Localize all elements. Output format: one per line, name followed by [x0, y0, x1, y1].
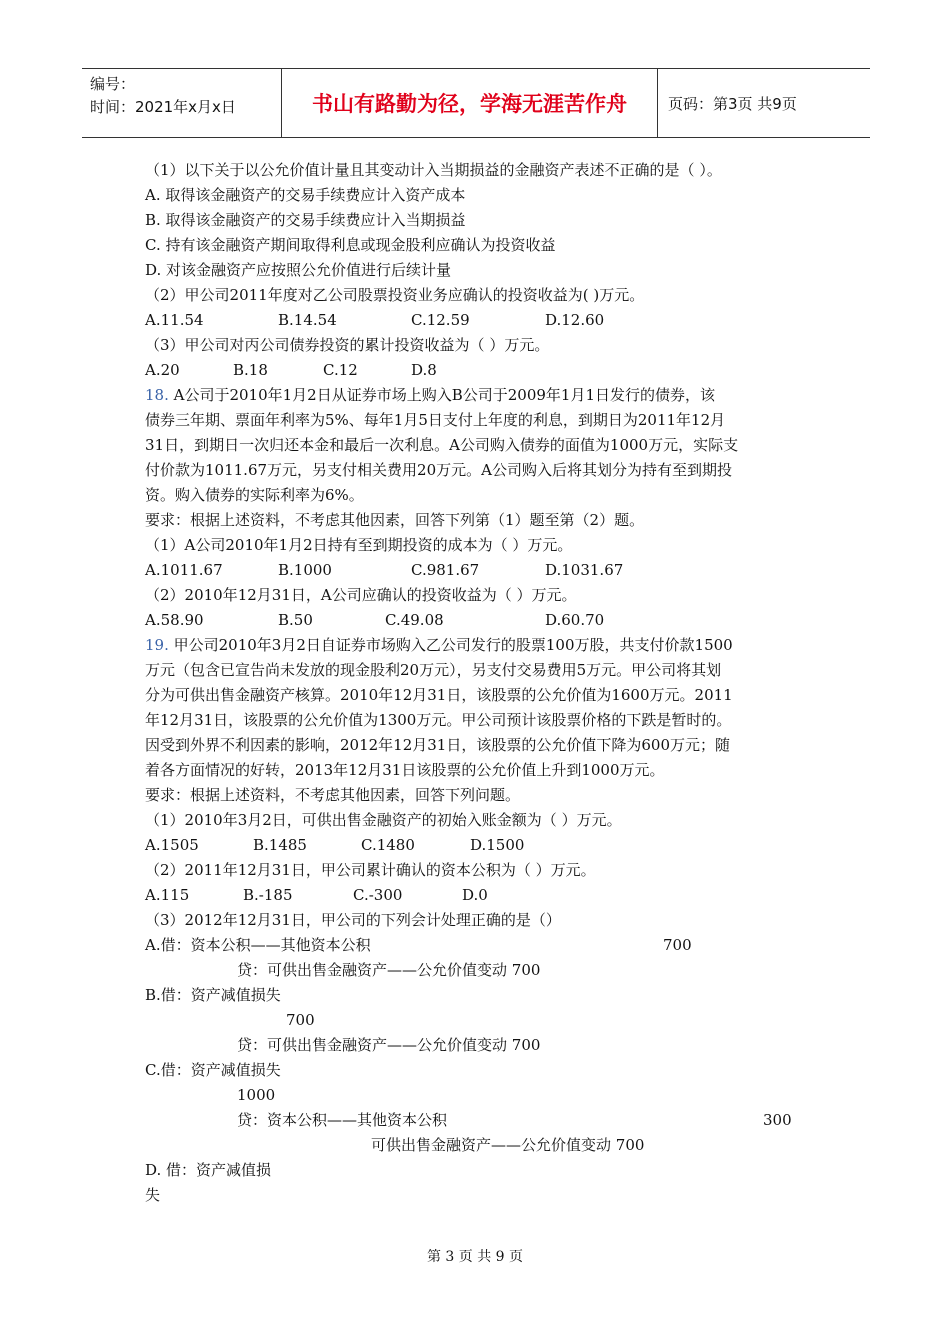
q18-stem-line-3: 31日，到期日一次归还本金和最后一次利息。A公司购入债券的面值为1000万元，实际支 — [145, 436, 739, 454]
q19-option-b-credit: 贷：可供出售金融资产——公允价值变动 700 — [237, 1036, 541, 1054]
q19-sub1-options — [145, 833, 805, 858]
q19-option-c-amount: 1000 — [237, 1086, 276, 1104]
q19-option-c-debit: C.借：资产减值损失 — [145, 1061, 281, 1079]
q17-sub1: （1）以下关于以公允价值计量且其变动计入当期损益的金融资产表述不正确的是（ ）。 — [145, 161, 722, 179]
q19-sub3: （3）2012年12月31日，甲公司的下列会计处理正确的是（） — [145, 911, 561, 929]
option-c: C.12.59 — [411, 311, 470, 329]
option-c: C.12 — [323, 361, 358, 379]
q18-sub1: （1）A公司2010年1月2日持有至到期投资的成本为（ ）万元。 — [145, 536, 573, 554]
q19-sub2-options — [145, 883, 805, 908]
q19-option-a-debit — [145, 933, 805, 958]
q19-option-b-debit: B.借：资产减值损失 — [145, 986, 281, 1004]
option-d: D.0 — [462, 886, 488, 904]
q19-stem-line-2: 万元（包含已宣告尚未发放的现金股利20万元），另支付交易费用5万元。甲公司将其划 — [145, 661, 722, 679]
page-footer: 第 3 页 共 9 页 — [426, 1249, 524, 1265]
q19-number: 19. — [145, 636, 169, 654]
entry-text: 贷：资本公积——其他资本公积 — [237, 1111, 448, 1129]
entry-amount: 300 — [763, 1111, 792, 1129]
option-a: A.58.90 — [145, 611, 204, 629]
q19-option-d-line-1: D. 借：资产减值损 — [145, 1161, 272, 1179]
option-d: D.60.70 — [545, 611, 605, 629]
option-b: B.-185 — [243, 886, 293, 904]
option-d: D.1500 — [470, 836, 525, 854]
option-d: D.12.60 — [545, 311, 605, 329]
option-d: D.8 — [411, 361, 437, 379]
doc-number-label: 编号： — [90, 75, 136, 93]
option-c: C.981.67 — [411, 561, 480, 579]
option-a: A.115 — [145, 886, 190, 904]
document-body — [145, 158, 805, 1208]
q18-sub2: （2）2010年12月31日，A公司应确认的投资收益为（ ）万元。 — [145, 586, 577, 604]
option-d: D.1031.67 — [545, 561, 624, 579]
q19-sub2: （2）2011年12月31日，甲公司累计确认的资本公积为（ ）万元。 — [145, 861, 596, 879]
q18-stem-text: A公司于2010年1月2日从证券市场上购入B公司于2009年1月1日发行的债券，该 — [168, 386, 716, 404]
page-header — [82, 68, 870, 138]
q18-requirement: 要求：根据上述资料，不考虑其他因素，回答下列第（1）题至第（2）题。 — [145, 511, 645, 529]
q19-option-a-credit: 贷：可供出售金融资产——公允价值变动 700 — [237, 961, 541, 979]
entry-text: A.借：资本公积——其他资本公积 — [145, 936, 371, 954]
option-c: C.-300 — [353, 886, 403, 904]
entry-amount: 700 — [663, 936, 692, 954]
option-b: B.1485 — [253, 836, 307, 854]
q18-sub2-options — [145, 608, 805, 633]
q19-option-b-amount: 700 — [286, 1011, 315, 1029]
q18-stem-line-5: 资。购入债券的实际利率为6%。 — [145, 486, 364, 504]
option-a: A.1505 — [145, 836, 199, 854]
option-c: C.1480 — [361, 836, 415, 854]
option-b: B.50 — [278, 611, 313, 629]
q19-sub1: （1）2010年3月2日，可供出售金融资产的初始入账金额为（ ）万元。 — [145, 811, 622, 829]
q19-stem-line-6: 着各方面情况的好转，2013年12月31日该股票的公允价值上升到1000万元。 — [145, 761, 665, 779]
q18-sub1-options — [145, 558, 805, 583]
q19-stem-text: 甲公司2010年3月2日自证券市场购入乙公司发行的股票100万股，共支付价款1500 — [168, 636, 733, 654]
q18-number: 18. — [145, 386, 169, 404]
q18-stem-line-2: 债券三年期、票面年利率为5%、每年1月5日支付上年度的利息，到期日为2011年12月 — [145, 411, 726, 429]
doc-date: 时间：2021年x月x日 — [90, 98, 236, 116]
option-b: B.14.54 — [278, 311, 337, 329]
option-a: A.11.54 — [145, 311, 204, 329]
option-c: C.49.08 — [385, 611, 444, 629]
q18-stem-line-4: 付价款为1011.67万元，另支付相关费用20万元。A公司购入后将其划分为持有至到期投 — [145, 461, 732, 479]
q19-option-c-credit-2: 可供出售金融资产——公允价值变动 700 — [371, 1136, 645, 1154]
header-motto: 书山有路勤为径，学海无涯苦作舟 — [282, 69, 658, 137]
q18-stem-line-1 — [145, 383, 805, 408]
q19-stem-line-5: 因受到外界不利因素的影响，2012年12月31日，该股票的公允价值下降为600万元；随 — [145, 736, 730, 754]
q19-stem-line-3: 分为可供出售金融资产核算。2010年12月31日，该股票的公允价值为1600万元。2011 — [145, 686, 733, 704]
q17-sub1-option-a: A. 取得该金融资产的交易手续费应计入资产成本 — [145, 186, 466, 204]
header-page-number: 页码：第3页 共9页 — [668, 94, 797, 113]
q17-sub3: （3）甲公司对丙公司债券投资的累计投资收益为（ ）万元。 — [145, 336, 550, 354]
option-a: A.1011.67 — [145, 561, 223, 579]
q17-sub1-option-c: C. 持有该金融资产期间取得利息或现金股利应确认为投资收益 — [145, 236, 556, 254]
q17-sub1-option-b: B. 取得该金融资产的交易手续费应计入当期损益 — [145, 211, 466, 229]
q19-requirement: 要求：根据上述资料，不考虑其他因素，回答下列问题。 — [145, 786, 521, 804]
q19-option-c-credit-1 — [145, 1108, 805, 1133]
q17-sub2: （2）甲公司2011年度对乙公司股票投资业务应确认的投资收益为( )万元。 — [145, 286, 645, 304]
option-b: B.1000 — [278, 561, 332, 579]
q19-option-d-line-2: 失 — [145, 1186, 161, 1204]
option-b: B.18 — [233, 361, 268, 379]
q17-sub1-option-d: D. 对该金融资产应按照公允价值进行后续计量 — [145, 261, 452, 279]
q19-stem-line-4: 年12月31日，该股票的公允价值为1300万元。甲公司预计该股票价格的下跌是暂时的。 — [145, 711, 732, 729]
header-meta — [82, 69, 282, 137]
q17-sub2-options — [145, 308, 805, 333]
q19-stem-line-1 — [145, 633, 805, 658]
q17-sub3-options — [145, 358, 805, 383]
option-a: A.20 — [145, 361, 180, 379]
